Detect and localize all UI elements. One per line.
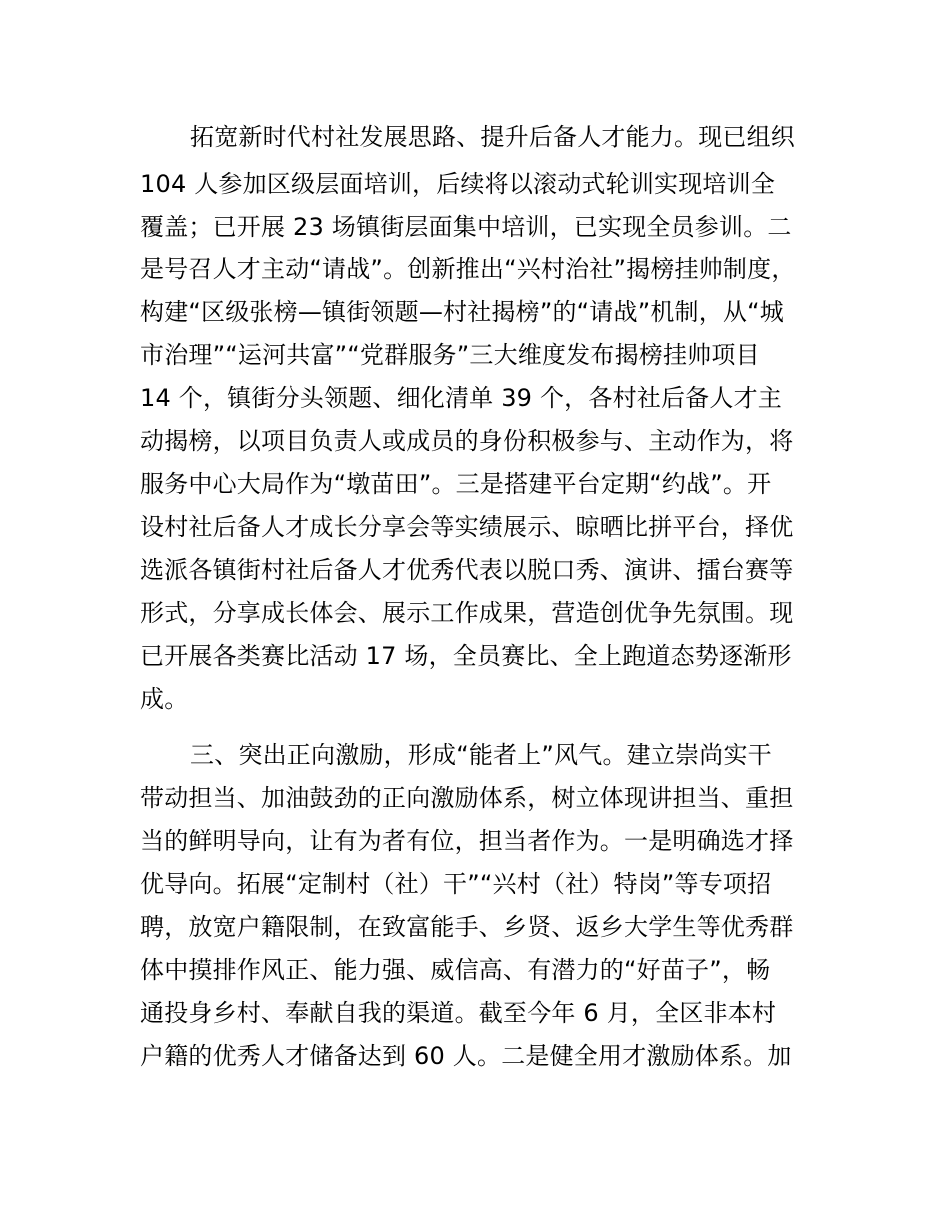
paragraph-line: 聘，放宽户籍限制，在致富能手、乡贤、返乡大学生等优秀群 — [140, 913, 794, 941]
paragraph-line: 户籍的优秀人才储备达到 60 人。二是健全用才激励体系。加 — [140, 1042, 792, 1070]
paragraph-line: 设村社后备人才成长分享会等实绩展示、晾晒比拼平台，择优 — [140, 513, 794, 541]
paragraph-line: 构建“区级张榜—镇街领题—村社揭榜”的“请战”机制，从“城 — [140, 298, 784, 326]
paragraph-line: 覆盖；已开展 23 场镇街层面集中培训，已实现全员参训。二 — [140, 213, 792, 241]
paragraph-line: 带动担当、加油鼓劲的正向激励体系，树立体现讲担当、重担 — [140, 784, 794, 812]
paragraph-line: 选派各镇街村社后备人才优秀代表以脱口秀、演讲、擂台赛等 — [140, 556, 794, 584]
paragraph-line: 14 个，镇街分头领题、细化清单 39 个，各村社后备人才主 — [140, 384, 782, 412]
paragraph-line: 三、突出正向激励，形成“能者上”风气。建立崇尚实干 — [190, 741, 772, 769]
paragraph-line: 优导向。拓展“定制村（社）干”“兴村（社）特岗”等专项招 — [140, 870, 772, 898]
paragraph-line: 服务中心大局作为“墩苗田”。三是搭建平台定期“约战”。开 — [140, 470, 772, 498]
paragraph-line: 动揭榜，以项目负责人或成员的身份积极参与、主动作为，将 — [140, 427, 794, 455]
paragraph-line: 通投身乡村、奉献自我的渠道。截至今年 6 月，全区非本村 — [140, 999, 777, 1027]
paragraph-line: 104 人参加区级层面培训，后续将以滚动式轮训实现培训全 — [140, 170, 776, 198]
paragraph-line: 已开展各类赛比活动 17 场，全员赛比、全上跑道态势逐渐形 — [140, 642, 792, 670]
paragraph-line: 是号召人才主动“请战”。创新推出“兴村治社”揭榜挂帅制度， — [140, 255, 796, 283]
paragraph-line: 当的鲜明导向，让有为者有位，担当者作为。一是明确选才择 — [140, 827, 794, 855]
paragraph-line: 体中摸排作风正、能力强、威信高、有潜力的“好苗子”，畅 — [140, 956, 771, 984]
paragraph-line: 市治理”“运河共富”“党群服务”三大维度发布揭榜挂帅项目 — [140, 341, 760, 369]
paragraph-line: 成。 — [140, 685, 189, 713]
paragraph-line: 形式，分享成长体会、展示工作成果，营造创优争先氛围。现 — [140, 599, 794, 627]
paragraph-line: 拓宽新时代村社发展思路、提升后备人才能力。现已组织 — [190, 123, 795, 151]
